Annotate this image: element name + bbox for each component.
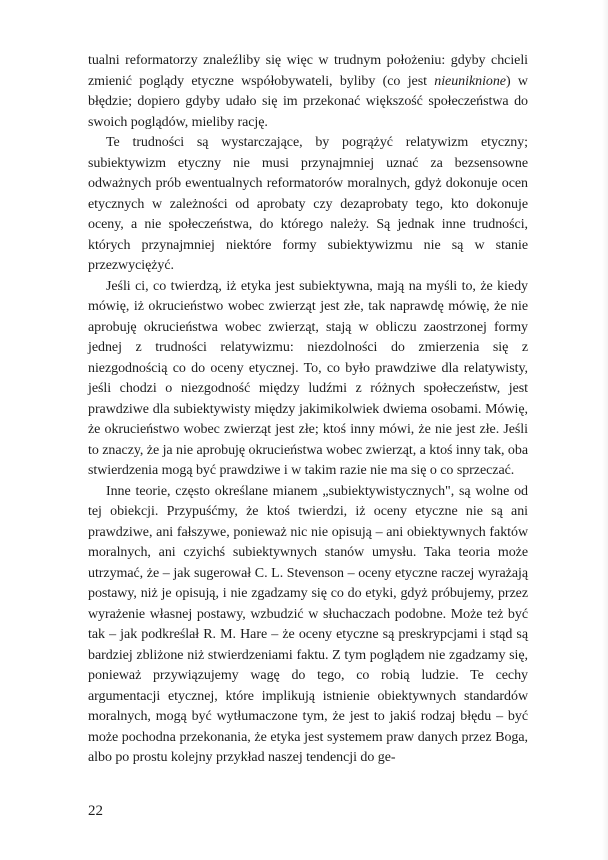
paragraph-continued: tualni reformatorzy znaleźliby się więc w trudnym położeniu: gdyby chcieli zmienić poglądy etyczne współobywateli, byliby (co jest nieuniknione) w błędzie; dopiero gdyby udało się im przekonać większość społeczeństwa do swoich poglądów, mieliby rację. [88, 53, 528, 130]
body-text [88, 51, 528, 769]
paragraph-other-theories: Inne teorie, często określane mianem „subiektywistycznych", są wolne od tej obiekcji. Przypuśćmy, że ktoś twierdzi, iż oceny etyczne nie są ani prawdziwe, ani fałszywe, ponieważ nic nie opisują – ani obiektywnych faktów moralnych, ani czyichś subiektywnych stanów umysłu. Taka teoria może utrzymać, że – jak sugerował C. L. Stevenson – oceny etyczne raczej wyrażają postawy, niż je opisują, i nie zgadzamy się co do etyki, gdyż próbujemy, przez wyrażenie własnej postawy, wzbudzić w słuchaczach podobne. Może też być tak – jak podkreślał R. M. Hare – że oceny etyczne są preskrypcjami i stąd są bardziej zbliżone niż stwierdzeniami faktu. Z tym poglądem nie zgadzamy się, ponieważ przywiązujemy wagę do tego, co robią ludzie. Te cechy argumentacji etycznej, które implikują istnienie obiektywnych standardów moralnych, mogą być wytłumaczone tym, że jest to jakiś rodzaj błędu – być może pochodna przekonania, że etyka jest systemem praw danych przez Boga, albo po prostu kolejny przykład naszej tendencji do ge- [88, 483, 528, 765]
emphasized-word: nieuniknione [434, 73, 506, 89]
page-edge-shadow [602, 0, 608, 860]
paragraph-cruelty-example: Jeśli ci, co twierdzą, iż etyka jest subiektywna, mają na myśli to, że kiedy mówię, iż okrucieństwo wobec zwierząt jest złe, tak naprawdę mówię, że nie aprobuję okrucieństwa wobec zwierząt, stają w obliczu zaostrzonej formy jednej z trudności relatywizmu: niezdolności do zmierzenia się z niezgodnością co do oceny etycznej. To, co było prawdziwe dla relatywisty, jeśli chodzi o niezgodność między ludźmi z różnych społeczeństw, jest prawdziwe dla subiektywisty między jakimikolwiek dwiema osobami. Mówię, że okrucieństwo wobec zwierząt jest złe; ktoś inny mówi, że nie jest złe. Jeśli to znaczy, że ja nie aprobuję okrucieństwa wobec zwierząt, a ktoś inny tak, oba stwierdzenia mogą być prawdziwe i w takim razie nie ma się o co sprzeczać. [88, 278, 528, 478]
paragraph-subjectivism-difficulties: Te trudności są wystarczające, by pogrążyć relatywizm etyczny; subiektywizm etyczny nie musi przynajmniej uznać za bezsensowne odważnych prób ewentualnych reformatorów moralnych, gdyż dokonuje ocen etycznych w zależności od aprobaty czy dezaprobaty tego, kto dokonuje oceny, a nie społeczeństwa, do którego należy. Są jednak inne trudności, których przynajmniej niektóre formy subiektywizmu nie są w stanie przezwyciężyć. [88, 135, 528, 273]
page-number: 22 [88, 803, 103, 819]
